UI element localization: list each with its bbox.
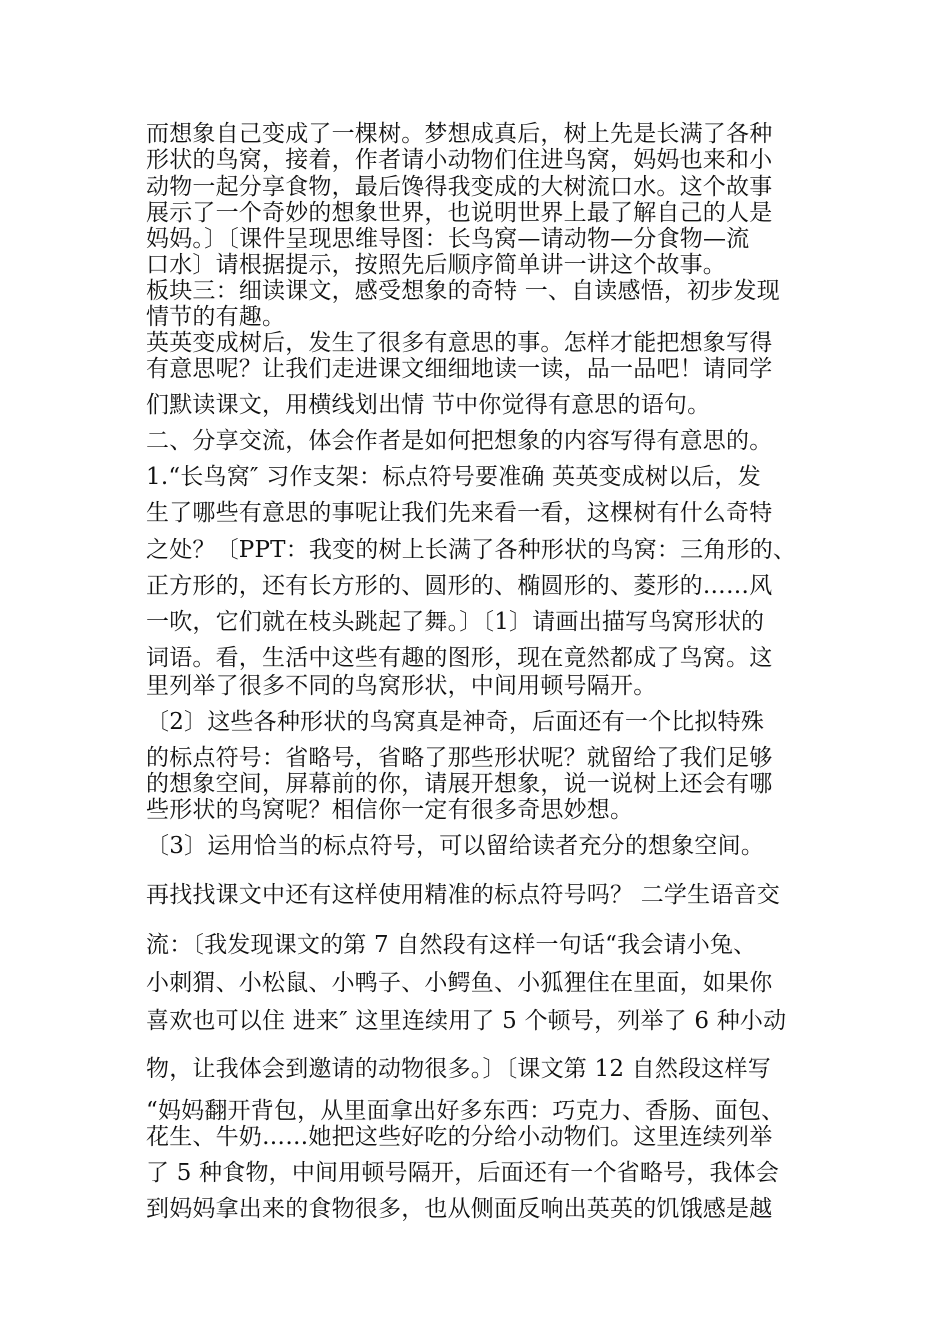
text-line: 词语。看，生活中这些有趣的图形，现在竟然都成了鸟窝。这 (146, 645, 773, 671)
text-line: 形状的鸟窝，接着，作者请小动物们住进鸟窝，妈妈也来和小 (146, 147, 773, 173)
text-line: 妈妈。〕〔课件呈现思维导图：长鸟窝—请动物—分食物—流 (146, 226, 750, 252)
text-line: 再找找课文中还有这样使用精准的标点符号吗？ 二学生语音交 (146, 882, 780, 908)
text-line: 小刺猬、小松鼠、小鸭子、小鳄鱼、小狐狸住在里面，如果你 (146, 970, 773, 996)
text-line: 有意思呢？让我们走进课文细细地读一读，品一品吧！请同学 (146, 356, 773, 382)
text-line: 板块三：细读课文，感受想象的奇特 一、自读感悟，初步发现 (146, 278, 780, 304)
text-line: 流：〔我发现课文的第 7 自然段有这样一句话“我会请小兔、 (146, 932, 757, 958)
text-line: 花生、牛奶……她把这些好吃的分给小动物们。这里连续列举 (146, 1124, 773, 1150)
text-line: 物，让我体会到邀请的动物很多。〕〔课文第 12 自然段这样写 (146, 1056, 771, 1082)
text-line: “妈妈翻开背包，从里面拿出好多东西：巧克力、香肠、面包、 (146, 1098, 785, 1124)
text-line: 英英变成树后，发生了很多有意思的事。怎样才能把想象写得 (146, 330, 773, 356)
text-line: 生了哪些有意思的事呢让我们先来看一看，这棵树有什么奇特 (146, 500, 773, 526)
text-line: 里列举了很多不同的鸟窝形状，中间用顿号隔开。 (146, 673, 657, 699)
text-line: 们默读课文，用横线划出情 节中你觉得有意思的语句。 (146, 392, 711, 418)
text-line: 〔3〕运用恰当的标点符号，可以留给读者充分的想象空间。 (146, 833, 765, 859)
text-line: 二、分享交流，体会作者是如何把想象的内容写得有意思的。 (146, 428, 773, 454)
text-line: 口水〕请根据提示，按照先后顺序简单讲一讲这个故事。 (146, 252, 726, 278)
text-line: 动物一起分享食物，最后馋得我变成的大树流口水。这个故事 (146, 174, 773, 200)
text-line: 些形状的鸟窝呢？相信你一定有很多奇思妙想。 (146, 797, 634, 823)
text-line: 而想象自己变成了一棵树。梦想成真后，树上先是长满了各种 (146, 121, 773, 147)
text-line: 的想象空间，屏幕前的你，请展开想象，说一说树上还会有哪 (146, 771, 773, 797)
text-line: 1.“长鸟窝″ 习作支架：标点符号要准确 英英变成树以后，发 (146, 464, 761, 490)
text-line: 喜欢也可以住 进来″ 这里连续用了 5 个顿号，列举了 6 种小动 (146, 1008, 787, 1034)
text-line: 到妈妈拿出来的食物很多，也从侧面反响出英英的饥饿感是越 (146, 1196, 773, 1222)
text-line: 正方形的，还有长方形的、圆形的、椭圆形的、菱形的……风 (146, 573, 773, 599)
text-line: 展示了一个奇妙的想象世界，也说明世界上最了解自己的人是 (146, 200, 773, 226)
text-line: 一吹，它们就在枝头跳起了舞。〕〔1〕请画出描写鸟窝形状的 (146, 609, 765, 635)
text-line: 〔2〕这些各种形状的鸟窝真是神奇，后面还有一个比拟特殊 (146, 709, 765, 735)
text-line: 的标点符号：省略号，省略了那些形状呢？就留给了我们足够 (146, 745, 773, 771)
text-line: 了 5 种食物，中间用顿号隔开，后面还有一个省略号，我体会 (146, 1160, 780, 1186)
text-line: 之处？〔PPT：我变的树上长满了各种形状的鸟窝：三角形的、 (146, 537, 797, 563)
text-line: 情节的有趣。 (146, 304, 286, 330)
